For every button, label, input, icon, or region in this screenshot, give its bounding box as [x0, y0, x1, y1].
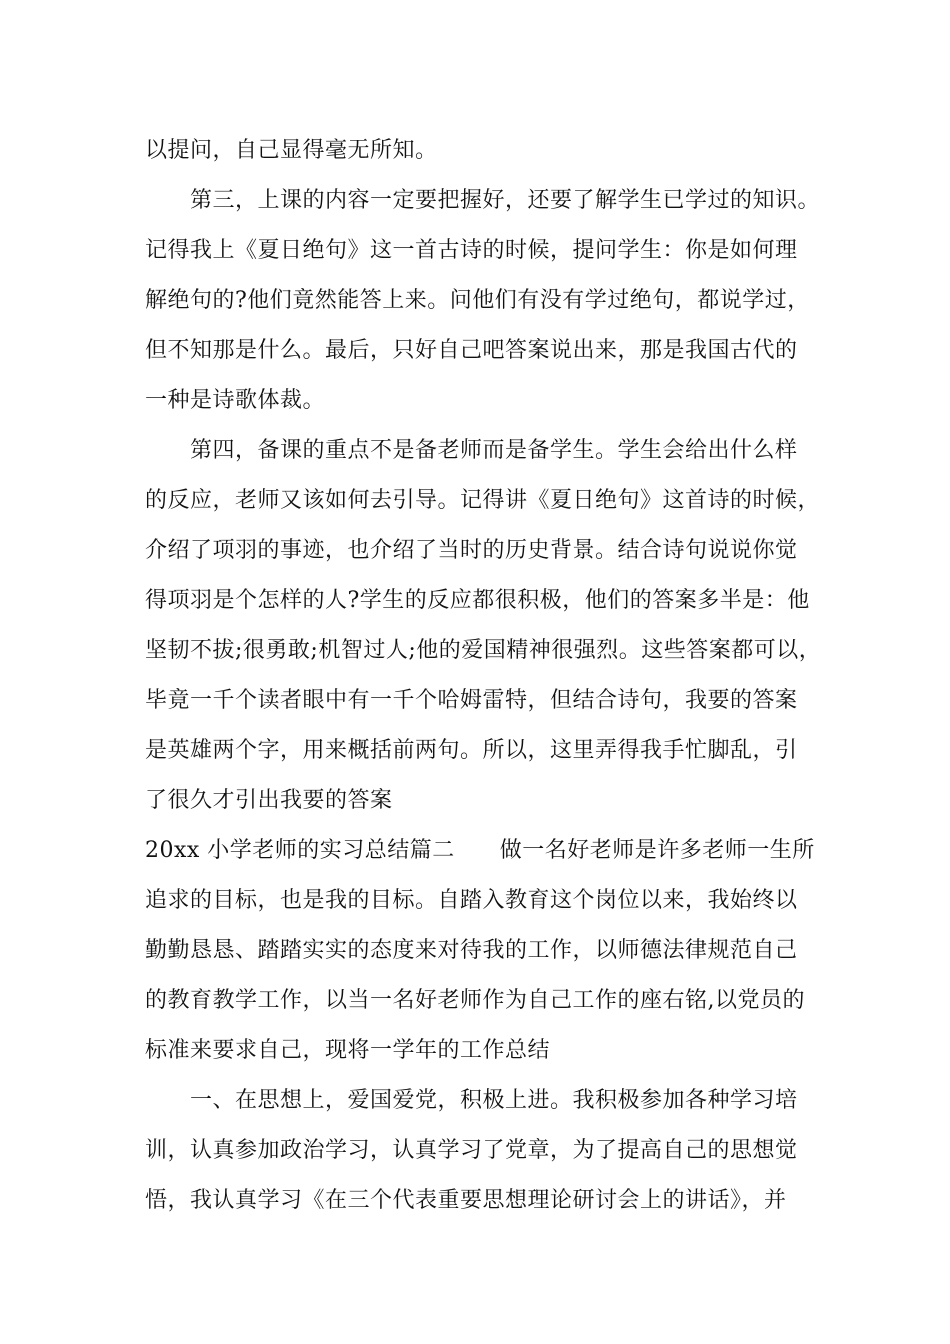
text-line: 是英雄两个字，用来概括前两句。所以，这里弄得我手忙脚乱，引: [145, 738, 798, 763]
text-line: 以提问，自己显得毫无所知。: [145, 138, 438, 163]
text-line: 但不知那是什么。最后，只好自己吧答案说出来，那是我国古代的: [145, 338, 798, 363]
text-line: 了很久才引出我要的答案: [145, 788, 393, 813]
text-line: 解绝句的?他们竟然能答上来。问他们有没有学过绝句，都说学过，: [145, 288, 810, 313]
text-line: 训，认真参加政治学习，认真学习了党章，为了提高自己的思想觉: [145, 1138, 798, 1163]
text-line: 的教育教学工作，以当一名好老师作为自己工作的座右铭,以党员的: [145, 988, 805, 1013]
text-line: 勤勤恳恳、踏踏实实的态度来对待我的工作，以师德法律规范自己: [145, 938, 798, 963]
text-line: 毕竟一千个读者眼中有一千个哈姆雷特，但结合诗句，我要的答案: [145, 688, 798, 713]
paragraph-start-line: 第四，备课的重点不是备老师而是备学生。学生会给出什么样: [190, 438, 798, 463]
text-line: 的反应，老师又该如何去引导。记得讲《夏日绝句》这首诗的时候，: [145, 488, 821, 513]
text-line: 坚韧不拔;很勇敢;机智过人;他的爱国精神很强烈。这些答案都可以，: [145, 638, 822, 663]
text-line: 标准来要求自己，现将一学年的工作总结: [145, 1038, 551, 1063]
text-line: 记得我上《夏日绝句》这一首古诗的时候，提问学生：你是如何理: [145, 238, 798, 263]
text-line: 得项羽是个怎样的人?学生的反应都很积极，他们的答案多半是：他: [145, 588, 810, 613]
text-line: 介绍了项羽的事迹，也介绍了当时的历史背景。结合诗句说说你觉: [145, 538, 798, 563]
text-line: 追求的目标，也是我的目标。自踏入教育这个岗位以来，我始终以: [145, 888, 798, 913]
paragraph-start-line: 第三，上课的内容一定要把握好，还要了解学生已学过的知识。: [190, 188, 821, 213]
section-heading-line: 20xx 小学老师的实习总结篇二 做一名好老师是许多老师一生所: [145, 838, 815, 863]
paragraph-start-line: 一、在思想上，爱国爱党，积极上进。我积极参加各种学习培: [190, 1088, 798, 1113]
text-line: 一种是诗歌体裁。: [145, 388, 326, 413]
text-line: 悟，我认真学习《在三个代表重要思想理论研讨会上的讲话》，并: [145, 1188, 787, 1213]
